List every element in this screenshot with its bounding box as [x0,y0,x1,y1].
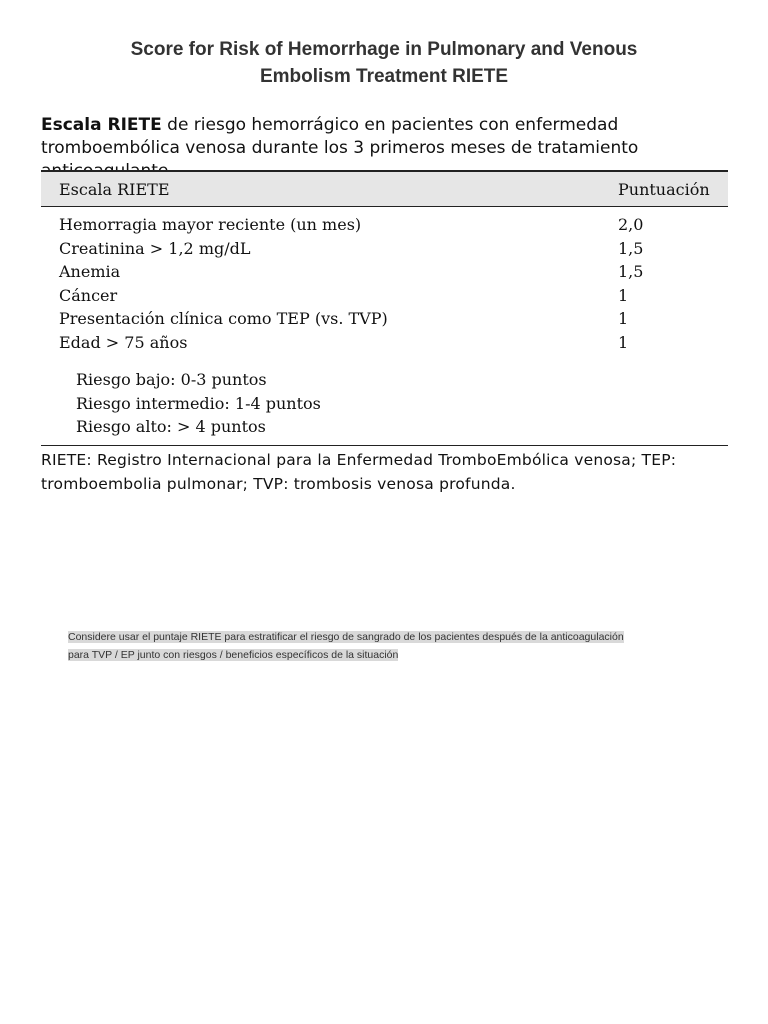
row-item: Edad > 75 años [59,332,188,352]
row-score: 1 [618,285,629,305]
row-score: 1 [618,332,629,352]
recommendation-text: Considere usar el puntaje RIETE para estratificar el riesgo de sangrado de los pacientes después de la anticoagulación para TVP / EP junto con riesgos / beneficios específicos de la situación [68,631,624,661]
header-score: Puntuación [618,180,710,199]
recommendation-note [68,628,628,664]
row-item: Cáncer [59,285,118,305]
header-scale: Escala RIETE [59,180,170,199]
table-footnote: RIETE: Registro Internacional para la Enfermedad TromboEmbólica venosa; TEP: tromboembolia pulmonar; TVP: trombosis venosa profunda. [41,451,677,493]
table-row [41,284,728,308]
table-row [41,213,728,237]
row-score: 1,5 [618,238,644,258]
row-item: Creatinina > 1,2 mg/dL [59,238,251,258]
table-header [41,170,728,207]
risk-levels [41,368,728,439]
riete-table [41,170,728,446]
table-row [41,307,728,331]
row-score: 2,0 [618,215,644,234]
row-item: Anemia [59,262,121,281]
row-score: 1,5 [618,262,644,281]
risk-low: Riesgo bajo: 0-3 puntos [76,370,267,389]
table-row [41,237,728,261]
row-item: Presentación clínica como TEP (vs. TVP) [59,309,388,328]
table-row [41,331,728,355]
table-row [41,260,728,284]
page-title-line-2: Embolism Treatment RIETE [259,66,509,87]
risk-intermediate: Riesgo intermedio: 1-4 puntos [76,393,321,413]
risk-high: Riesgo alto: > 4 puntos [76,417,266,436]
row-item: Hemorragia mayor reciente (un mes) [59,215,362,234]
page-title [0,36,768,90]
table-body [41,207,728,446]
caption-text: de riesgo hemorrágico en pacientes con enfermedad tromboembólica venosa durante los 3 primeros meses de tratamiento [41,115,639,158]
caption-lead: Escala RIETE [41,115,162,135]
row-score: 1 [618,309,629,328]
page-title-line-1: Score for Risk of Hemorrhage in Pulmonary and Venous [130,39,638,60]
